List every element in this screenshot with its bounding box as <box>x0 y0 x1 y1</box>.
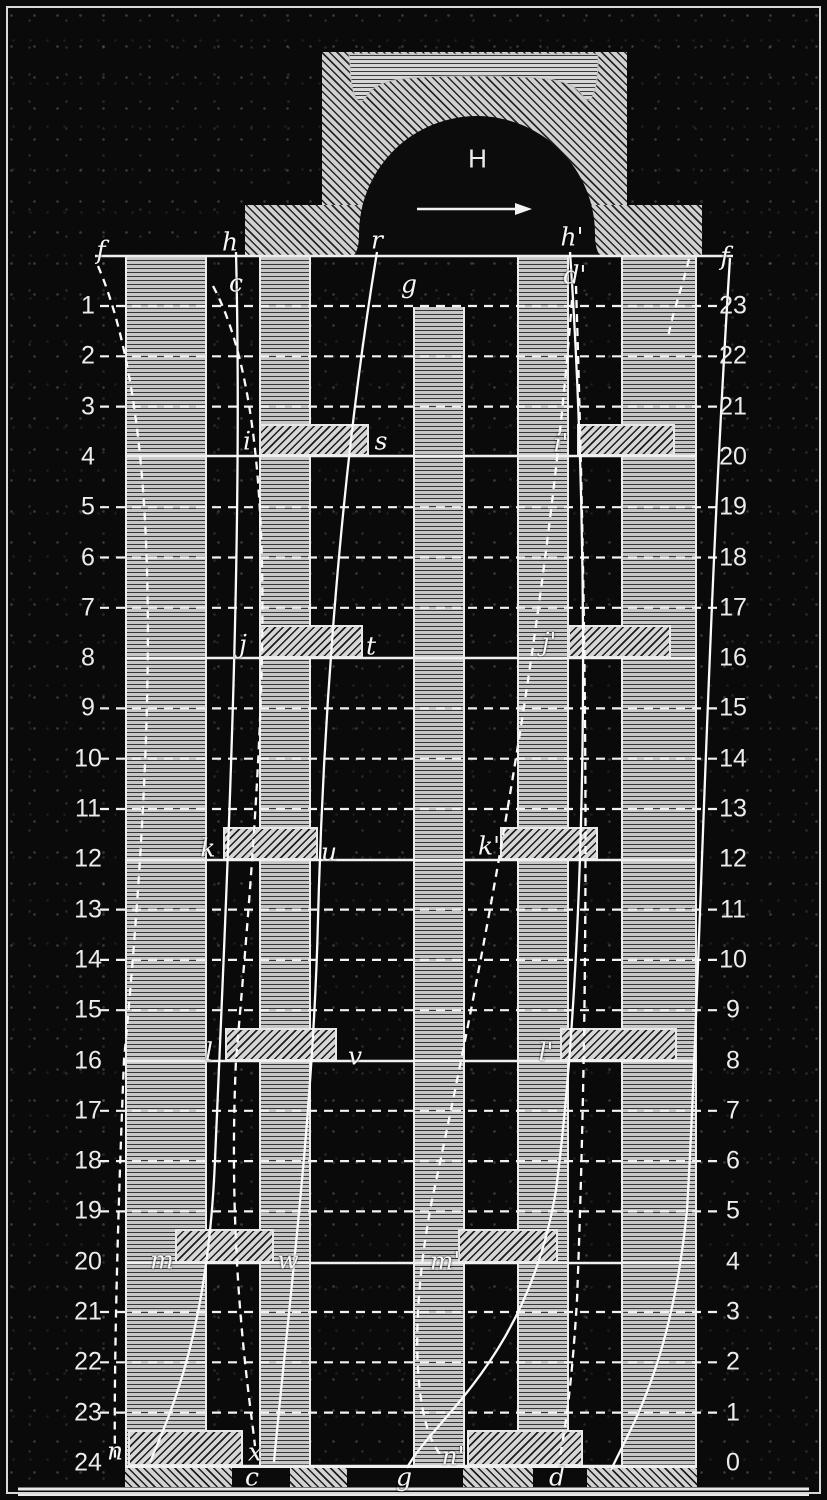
left-scale-6: 6 <box>81 543 95 571</box>
right-scale-15: 15 <box>719 693 747 722</box>
band-label-l: l <box>205 1037 213 1067</box>
left-scale-7: 7 <box>81 593 95 622</box>
label-h-prime: h' <box>560 222 584 252</box>
curve-f-right-solid <box>611 258 730 1470</box>
dome-label-H: H <box>468 143 488 174</box>
band-label-k-prime: k' <box>477 831 501 861</box>
band-label-m: m <box>150 1245 174 1275</box>
foundation-label-c: c <box>244 1462 260 1492</box>
right-scale-14: 14 <box>719 744 747 773</box>
left-scale-22: 22 <box>74 1347 102 1376</box>
band-label-n-prime: n' <box>441 1441 465 1471</box>
left-scale-17: 17 <box>74 1096 102 1125</box>
left-scale-3: 3 <box>81 392 95 421</box>
right-scale-0: 0 <box>726 1448 740 1477</box>
right-scale-8: 8 <box>726 1046 740 1074</box>
left-scale-16: 16 <box>74 1046 102 1074</box>
left-scale-20: 20 <box>74 1247 102 1276</box>
right-scale-6: 6 <box>726 1146 740 1175</box>
right-scale-12: 12 <box>719 844 747 873</box>
left-scale-4: 4 <box>81 442 95 471</box>
band-label-x: x <box>247 1437 263 1467</box>
label-d-prime-shaft: d' <box>563 260 587 290</box>
left-scale-13: 13 <box>74 895 102 924</box>
left-scale-11: 11 <box>75 794 101 823</box>
left-scale-23: 23 <box>74 1398 102 1427</box>
right-scale-18: 18 <box>719 543 747 571</box>
right-scale-23: 23 <box>719 291 747 320</box>
level-lines <box>100 306 722 1466</box>
right-scale-11: 11 <box>720 895 746 924</box>
curve-h-solid <box>150 252 238 1462</box>
left-scale-24: 24 <box>74 1448 102 1477</box>
left-scale-8: 8 <box>81 643 95 672</box>
label-g-shaft: g <box>400 269 418 299</box>
curve-wall-dashed <box>668 259 689 338</box>
left-scale-2: 2 <box>81 341 95 370</box>
label-f-left: f <box>96 235 106 265</box>
band-label-n: n <box>106 1436 124 1466</box>
right-scale-3: 3 <box>726 1297 740 1326</box>
label-r: r <box>371 225 383 255</box>
right-scale-9: 9 <box>726 995 740 1024</box>
dome-trough <box>349 54 598 101</box>
band-label-m-prime: m' <box>429 1246 461 1276</box>
right-scale-7: 7 <box>726 1096 740 1125</box>
right-scale-1: 1 <box>726 1398 740 1427</box>
right-scale-2: 2 <box>726 1347 740 1376</box>
band-label-j: j <box>239 629 247 659</box>
left-scale-14: 14 <box>74 945 102 974</box>
foundation-label-g: g <box>395 1462 413 1492</box>
band-label-t: t <box>365 631 377 661</box>
band-label-v: v <box>347 1041 363 1071</box>
right-scale-16: 16 <box>719 643 747 672</box>
left-scale-1: 1 <box>81 291 95 320</box>
label-c-shaft: c <box>228 268 244 298</box>
band-label-i: i <box>243 426 251 456</box>
left-scale-12: 12 <box>74 844 102 873</box>
right-scale-5: 5 <box>726 1196 740 1225</box>
right-scale-21: 21 <box>719 392 747 421</box>
band-label-l-prime: l' <box>538 1037 554 1067</box>
left-scale-9: 9 <box>81 693 95 722</box>
right-scale-22: 22 <box>719 341 747 370</box>
right-scale-17: 17 <box>719 593 747 622</box>
left-scale-19: 19 <box>74 1196 102 1225</box>
band-label-i-prime: i' <box>553 428 569 458</box>
label-f-right: f <box>720 241 730 271</box>
right-scale-10: 10 <box>719 945 747 974</box>
right-scale-20: 20 <box>719 442 747 471</box>
right-scale-13: 13 <box>719 794 747 823</box>
band-label-k: k <box>200 833 216 863</box>
foundation-label-d: d <box>548 1462 566 1492</box>
left-scale-15: 15 <box>74 995 102 1024</box>
band-label-w: w <box>277 1245 299 1275</box>
curve-inner-dashed <box>417 300 572 1456</box>
left-scale-5: 5 <box>81 492 95 521</box>
right-scale-19: 19 <box>719 492 747 521</box>
band-label-s: s <box>374 426 388 456</box>
band-label-j-prime: j' <box>541 627 557 657</box>
left-scale-18: 18 <box>74 1146 102 1175</box>
left-scale-10: 10 <box>74 744 102 773</box>
right-scale-4: 4 <box>726 1247 740 1276</box>
curve-f-left-dashed <box>98 266 148 1460</box>
left-scale-21: 21 <box>74 1297 102 1326</box>
band-label-u: u <box>320 837 338 867</box>
curve-d-prime-dashed <box>559 286 586 1462</box>
label-h: h <box>221 227 239 257</box>
